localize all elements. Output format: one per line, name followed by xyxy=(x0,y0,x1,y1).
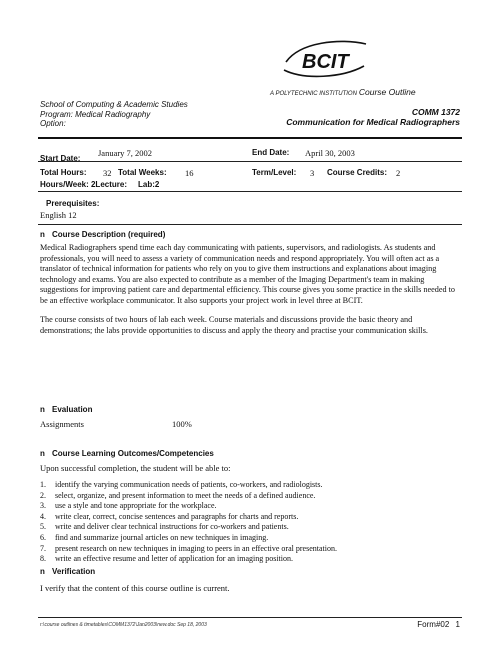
section-marker: n xyxy=(40,567,45,576)
option-label: Option: xyxy=(40,119,66,128)
evaluation-heading-text: Evaluation xyxy=(52,405,93,414)
list-item xyxy=(40,480,460,491)
footer-form: Form#02 xyxy=(417,620,450,629)
list-item xyxy=(40,554,460,565)
section-marker: n xyxy=(40,230,45,239)
outcomes-heading-text: Course Learning Outcomes/Competencies xyxy=(52,449,214,458)
term-label: Term/Level: xyxy=(252,168,297,177)
list-item xyxy=(40,544,460,555)
start-date-row xyxy=(40,148,80,166)
outcome-text: write an effective resume and letter of application for an imaging position. xyxy=(55,554,293,564)
header-rule xyxy=(38,137,462,139)
evaluation-heading xyxy=(40,405,92,414)
details-rule-2 xyxy=(38,191,462,192)
course-description-heading-text: Course Description (required) xyxy=(52,230,166,239)
prerequisites-value: English 12 xyxy=(40,210,77,220)
list-item xyxy=(40,501,460,512)
evaluation-item: Assignments xyxy=(40,419,84,429)
footer-path: r:\course outlines & timetables\COMM1372\Jan2003\new.doc Sep 18, 2003 xyxy=(40,622,207,628)
total-weeks-label: Total Weeks: xyxy=(118,168,167,177)
course-description-p2: The course consists of two hours of lab each week. Course materials and discussions provide the basic theory and demonstrations; the labs provide opportunities to discuss and apply the theory and practise your communication skills. xyxy=(40,315,428,335)
outcomes-heading xyxy=(40,449,214,458)
section-marker: n xyxy=(40,405,45,414)
verification-heading xyxy=(40,567,95,576)
credits-label: Course Credits: xyxy=(327,168,388,177)
end-date-value: April 30, 2003 xyxy=(305,148,355,158)
verification-text: I verify that the content of this course outline is current. xyxy=(40,583,230,593)
total-weeks-value: 16 xyxy=(185,168,194,178)
program-name: Program: Medical Radiography xyxy=(40,109,151,119)
credits-value: 2 xyxy=(396,168,401,178)
lab-label: Lab:2 xyxy=(138,180,160,189)
list-item xyxy=(40,491,460,502)
tagline-text: A POLYTECHNIC INSTITUTION xyxy=(270,91,357,97)
section-marker: n xyxy=(40,449,45,458)
course-code: COMM 1372 xyxy=(411,107,460,117)
list-item xyxy=(40,522,460,533)
course-description-p1: Medical Radiographers spend time each day communicating with patients, supervisors, and radiologists. As students and professionals, you will need to assess a variety of communication needs and respond appropriately. You will often act as a translator of technical information for patients who rely on you to give them instructions and explanations about imaging technology and exams. You are also expected to contribute as a member of the Imaging Department's team in making suggestions for improving patient care and departmental efficiency. This course gives you some practice in the skills needed to be an effective workplace communicator. It also supports your project work in level three at BCIT. xyxy=(40,243,456,305)
outcome-number: 6. xyxy=(40,532,46,542)
prereq-rule xyxy=(38,224,462,225)
logo-text: BCIT xyxy=(302,51,349,73)
evaluation-percent: 100% xyxy=(172,419,192,429)
outcome-text: find and summarize journal articles on new techniques in imaging. xyxy=(55,532,269,542)
outcome-number: 8. xyxy=(40,554,46,564)
course-description-heading xyxy=(40,230,165,239)
outcome-text: identify the varying communication needs of patients, co-workers, and radiologists. xyxy=(55,480,323,489)
doc-type: Course Outline xyxy=(358,87,416,97)
start-date-value: January 7, 2002 xyxy=(98,148,153,158)
outcome-text: write clear, correct, concise sentences and paragraphs for charts and reports. xyxy=(55,511,299,521)
school-name: School of Computing & Academic Studies xyxy=(40,100,188,109)
bcit-logo xyxy=(280,36,370,84)
total-hours-label: Total Hours: xyxy=(40,168,87,177)
course-block xyxy=(286,107,460,127)
list-item xyxy=(40,512,460,523)
start-date-label: Start Date: xyxy=(40,154,81,163)
list-item xyxy=(40,533,460,544)
outcomes-list xyxy=(40,480,460,565)
institution-tagline xyxy=(270,87,416,97)
verification-heading-text: Verification xyxy=(52,567,96,576)
outcome-number: 2. xyxy=(40,490,46,500)
course-title: Communication for Medical Radiographers xyxy=(286,117,460,127)
details-rule-1 xyxy=(38,161,462,162)
outcome-number: 1. xyxy=(40,480,46,489)
outcome-number: 3. xyxy=(40,501,46,511)
end-date-label: End Date: xyxy=(252,148,290,157)
outcome-text: write and deliver clear technical instructions for co-workers and patients. xyxy=(55,522,289,532)
outcome-number: 5. xyxy=(40,522,46,532)
outcome-text: present research on new techniques in imaging to peers in an effective oral presentation. xyxy=(55,543,337,553)
footer-right xyxy=(417,620,460,629)
term-value: 3 xyxy=(310,168,315,178)
outcomes-intro: Upon successful completion, the student will be able to: xyxy=(40,463,231,473)
total-hours-value: 32 xyxy=(103,168,112,178)
outcome-number: 7. xyxy=(40,543,46,553)
footer-rule xyxy=(38,617,462,618)
hours-week-label: Hours/Week: 2Lecture: xyxy=(40,180,127,189)
school-block xyxy=(40,100,188,129)
outcome-text: select, organize, and present information to meet the needs of a defined audience. xyxy=(55,490,316,500)
outcome-number: 4. xyxy=(40,511,46,521)
prerequisites-heading: Prerequisites: xyxy=(46,199,100,208)
outcome-text: use a style and tone appropriate for the workplace. xyxy=(55,501,217,511)
page-number: 1 xyxy=(455,620,460,629)
